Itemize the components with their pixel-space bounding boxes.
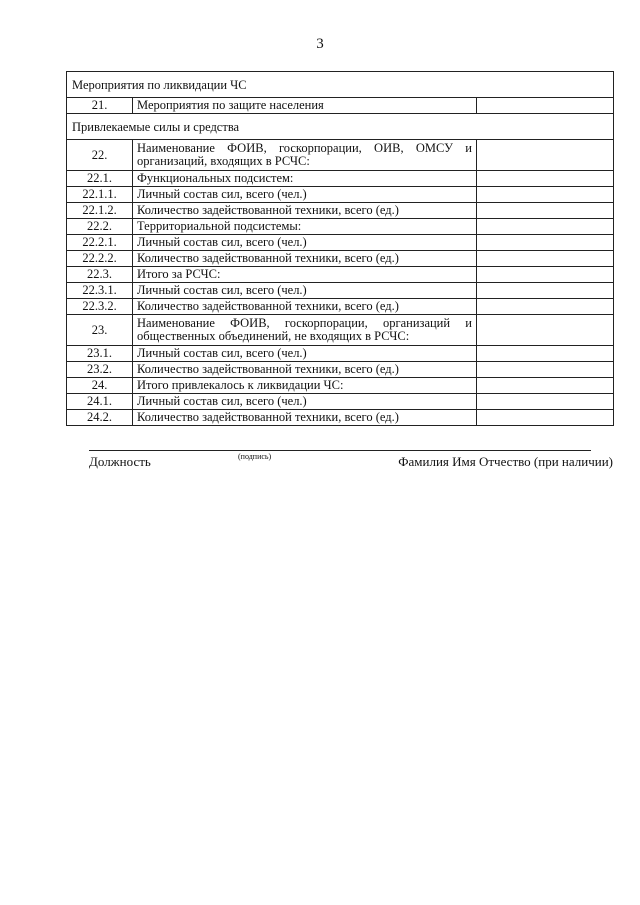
row-description: Территориальной подсистемы: — [133, 219, 477, 235]
report-form-body — [67, 72, 614, 426]
table-row — [67, 410, 614, 426]
row-number: 22.3.1. — [67, 283, 133, 299]
row-number: 22. — [67, 140, 133, 171]
row-description: Функциональных подсистем: — [133, 171, 477, 187]
fullname-label: Фамилия Имя Отчество (при наличии) — [398, 454, 613, 469]
row-number: 22.1. — [67, 171, 133, 187]
table-row — [67, 219, 614, 235]
row-value-cell[interactable] — [477, 219, 614, 235]
row-number: 22.2. — [67, 219, 133, 235]
section-title: Привлекаемые силы и средства — [67, 114, 614, 140]
table-row — [67, 378, 614, 394]
table-row — [67, 283, 614, 299]
row-description: Количество задействованной техники, всего (ед.) — [133, 362, 477, 378]
row-description: Количество задействованной техники, всего (ед.) — [133, 299, 477, 315]
row-value-cell[interactable] — [477, 283, 614, 299]
position-label: Должность — [89, 454, 151, 469]
section-header-row — [67, 72, 614, 98]
table-row — [67, 98, 614, 114]
row-value-cell[interactable] — [477, 315, 614, 346]
table-row — [67, 235, 614, 251]
report-form-table — [66, 71, 614, 426]
table-row — [67, 187, 614, 203]
row-description: Наименование ФОИВ, госкорпорации, ОИВ, ОМСУ и организаций, входящих в РСЧС: — [133, 140, 477, 171]
table-row — [67, 362, 614, 378]
table-row — [67, 299, 614, 315]
section-header-row — [67, 114, 614, 140]
row-number: 22.2.1. — [67, 235, 133, 251]
row-number: 24. — [67, 378, 133, 394]
row-value-cell[interactable] — [477, 251, 614, 267]
row-value-cell[interactable] — [477, 299, 614, 315]
row-description: Мероприятия по защите населения — [133, 98, 477, 114]
row-description: Количество задействованной техники, всего (ед.) — [133, 251, 477, 267]
table-row — [67, 203, 614, 219]
row-description: Количество задействованной техники, всего (ед.) — [133, 410, 477, 426]
row-value-cell[interactable] — [477, 362, 614, 378]
row-value-cell[interactable] — [477, 235, 614, 251]
page-number: 3 — [316, 36, 324, 52]
table-row — [67, 171, 614, 187]
row-description: Количество задействованной техники, всего (ед.) — [133, 203, 477, 219]
row-description: Личный состав сил, всего (чел.) — [133, 394, 477, 410]
row-number: 23.2. — [67, 362, 133, 378]
table-row — [67, 140, 614, 171]
row-value-cell[interactable] — [477, 394, 614, 410]
table-row — [67, 394, 614, 410]
row-number: 24.1. — [67, 394, 133, 410]
row-value-cell[interactable] — [477, 187, 614, 203]
table-row — [67, 346, 614, 362]
row-description: Наименование ФОИВ, госкорпорации, организаций и общественных объединений, не входящих в РСЧС: — [133, 315, 477, 346]
row-number: 22.3. — [67, 267, 133, 283]
row-value-cell[interactable] — [477, 171, 614, 187]
row-description: Личный состав сил, всего (чел.) — [133, 235, 477, 251]
table-row — [67, 267, 614, 283]
table-row — [67, 315, 614, 346]
row-value-cell[interactable] — [477, 346, 614, 362]
row-number: 23. — [67, 315, 133, 346]
table-row — [67, 251, 614, 267]
row-number: 24.2. — [67, 410, 133, 426]
row-value-cell[interactable] — [477, 203, 614, 219]
row-number: 22.3.2. — [67, 299, 133, 315]
row-number: 22.1.1. — [67, 187, 133, 203]
row-description: Личный состав сил, всего (чел.) — [133, 346, 477, 362]
row-description: Личный состав сил, всего (чел.) — [133, 187, 477, 203]
row-description: Итого за РСЧС: — [133, 267, 477, 283]
signature-line — [89, 450, 591, 451]
row-value-cell[interactable] — [477, 98, 614, 114]
row-value-cell[interactable] — [477, 378, 614, 394]
row-number: 22.2.2. — [67, 251, 133, 267]
row-value-cell[interactable] — [477, 140, 614, 171]
row-description: Итого привлекалось к ликвидации ЧС: — [133, 378, 477, 394]
row-number: 21. — [67, 98, 133, 114]
row-description: Личный состав сил, всего (чел.) — [133, 283, 477, 299]
row-value-cell[interactable] — [477, 267, 614, 283]
row-number: 22.1.2. — [67, 203, 133, 219]
row-number: 23.1. — [67, 346, 133, 362]
signature-label: (подпись) — [238, 452, 272, 461]
row-value-cell[interactable] — [477, 410, 614, 426]
section-title: Мероприятия по ликвидации ЧС — [67, 72, 614, 98]
